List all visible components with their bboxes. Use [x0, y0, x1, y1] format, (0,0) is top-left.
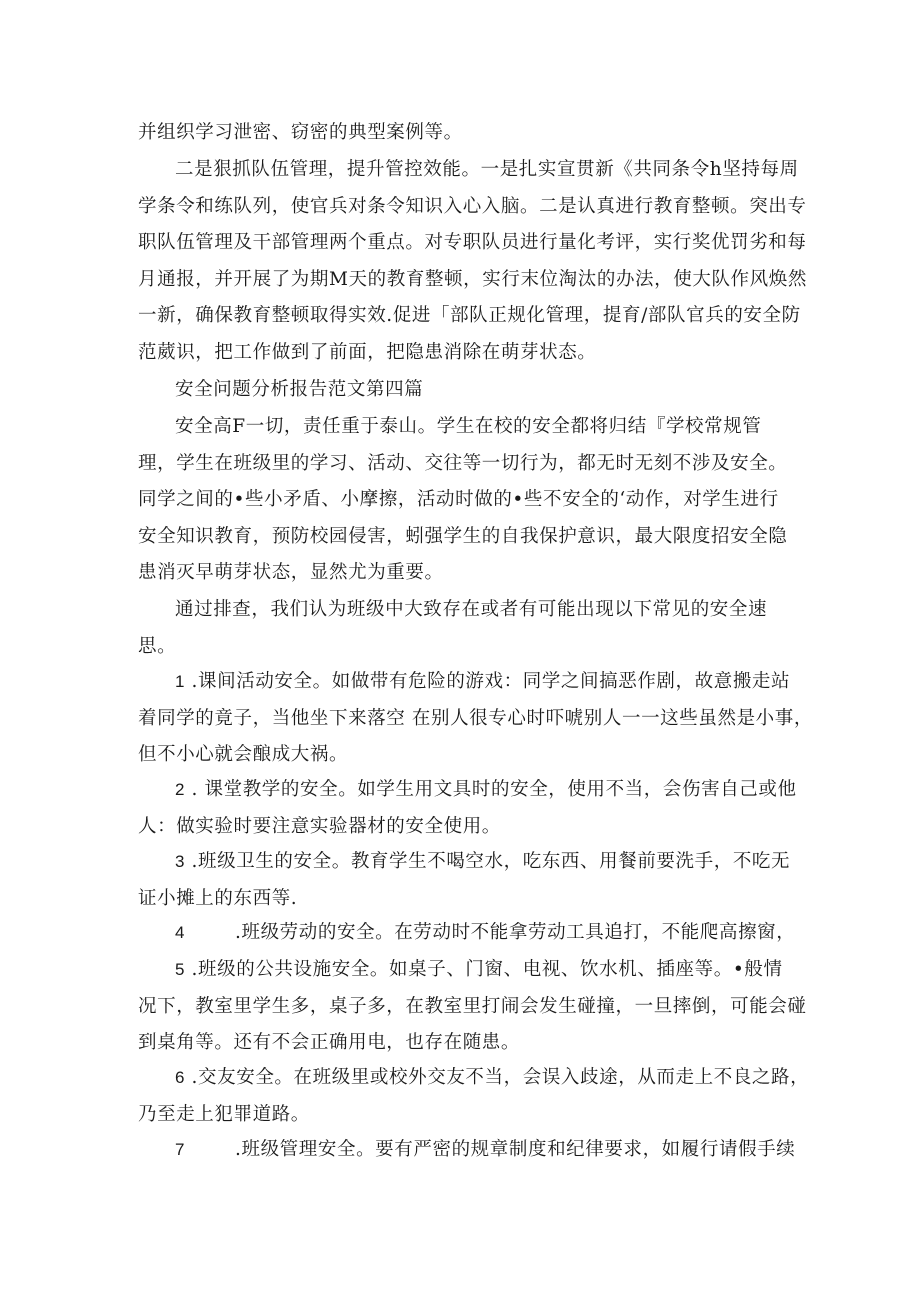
list-item-number: 6 — [175, 1068, 186, 1087]
list-item-number: 2 — [175, 780, 186, 799]
text-line: 一新，确保教育整顿取得实效.促进「部队正规化管理，提育/部队官兵的安全防 — [138, 305, 801, 326]
list-item-number: 3 — [175, 852, 186, 871]
text-line: 职队伍管理及干部管理两个重点。对专职队员进行量化考评，实行奖优罚劣和每 — [138, 232, 807, 253]
list-item-text: .课间活动安全。如做带有危险的游戏：同学之间搞恶作剧，故意搬走站 — [185, 671, 791, 692]
text-line: 通过排查，我们认为班级中大致存在或者有可能出现以下常见的安全速 — [175, 599, 768, 620]
list-item-text: .班级的公共设施安全。如桌子、门窗、电视、饮水机、插座等。•般情 — [185, 959, 783, 980]
text-line: 证小摊上的东西等. — [138, 887, 298, 909]
text-line: 并组织学习泄密、窃密的典型案例等。 — [138, 122, 463, 143]
list-item-4 — [138, 915, 796, 952]
list-item-text: . 课堂教学的安全。如学生用文具时的安全，使用不当，会伤害自己或他 — [185, 779, 797, 800]
list-item-2 — [138, 772, 797, 845]
text-line: 患消灭早萌芽状态，显然尤为重要。 — [138, 562, 444, 583]
text-line: 况下，教室里学生多，桌子多，在教室里打闹会发生碰撞，一旦摔倒，可能会碰 — [138, 995, 807, 1017]
section-heading: 安全问题分析报告范文第四篇 — [175, 379, 424, 400]
list-item-1 — [138, 664, 813, 774]
text-line: 范葳识，把工作做到了前面，把隐患消除在萌芽状态。 — [138, 341, 597, 363]
list-item-text: .交友安全。在班级里或校外交友不当，会误入歧途，从而走上不良之路， — [185, 1067, 810, 1088]
paragraph-team-management — [138, 152, 807, 371]
text-line: 乃至走上犯罪道路。 — [138, 1103, 310, 1125]
text-line: 人：做实验时要注意实验器材的安全使用。 — [138, 815, 501, 837]
text-line: 理，学生在班级里的学习、活动、交往等一切行为，都无时无刻不涉及安全。 — [138, 452, 788, 474]
list-item-text: .班级劳动的安全。在劳动时不能拿劳动工具追打，不能爬高擦窗， — [235, 922, 796, 943]
list-item-6 — [138, 1060, 810, 1133]
list-item-text: .班级管理安全。要有严密的规章制度和纪律要求，如履行请假手续 — [235, 1139, 796, 1160]
text-line: 安全高F一切，责任重于泰山。学生在校的安全都将归结『学校常规管 — [175, 416, 762, 437]
text-line: 学条令和练队列，使官兵对条令知识入心入脑。二是认真进行教育整顿。突出专 — [138, 195, 807, 217]
paragraph-continuation — [138, 115, 788, 152]
list-item-number: 1 — [175, 672, 186, 691]
list-item-number: 5 — [175, 960, 186, 979]
list-item-3 — [138, 844, 791, 917]
text-line: 着同学的竟子，当他坐下来落空 在别人很专心时吓唬别人一一这些虽然是小事， — [138, 707, 813, 729]
list-item-number: 4 — [175, 923, 186, 942]
text-line: 安全知识教育，预防校园侵害，蚓强学生的自我保护意识，最大限度招安全隐 — [138, 525, 788, 547]
paragraph-safety-intro — [138, 409, 788, 592]
text-line: 月通报，并开展了为期M天的教育整顿，实行末位淘汰的办法，使大队作风焕然 — [138, 268, 807, 290]
text-line: 思。 — [138, 635, 177, 657]
text-line: 二是狠抓队伍管理，提升管控效能。一是扎实宣贯新《共同条令h坚持每周 — [175, 159, 799, 180]
text-line: 到桌角等。还有不会正确用电，也存在随患。 — [138, 1032, 521, 1053]
list-item-number: 7 — [175, 1140, 186, 1159]
list-item-text: .班级卫生的安全。教育学生不喝空水，吃东西、用餐前要洗手，不吃无 — [185, 851, 791, 872]
list-item-7 — [138, 1132, 796, 1169]
list-item-5 — [138, 952, 807, 1062]
text-line: 但不小心就会酿成大祸。 — [138, 744, 349, 765]
paragraph-investigation — [138, 592, 788, 665]
text-line: 同学之间的•些小矛盾、小摩擦，活动时做的•些不安全的‘动作，对学生进行 — [138, 489, 779, 510]
